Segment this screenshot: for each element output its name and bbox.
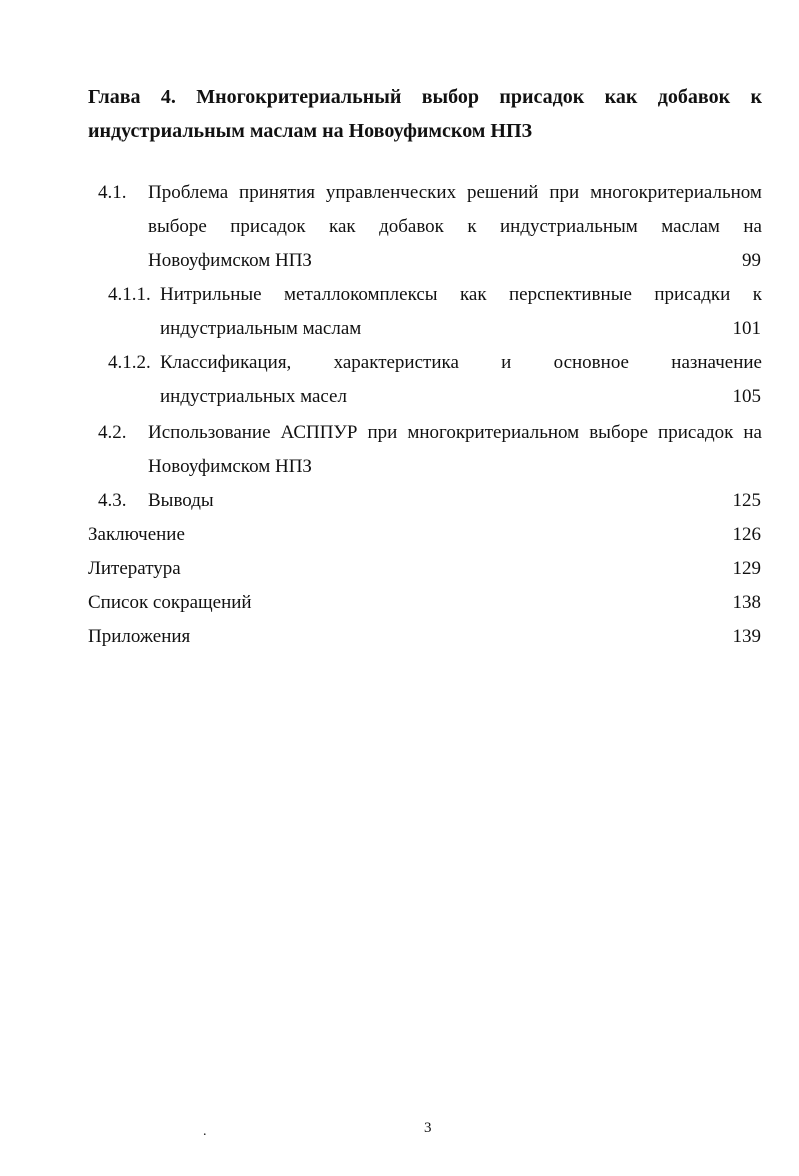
- toc-literature-page: 129: [732, 558, 761, 579]
- toc-4-1-line-2: выборе присадок как добавок к индустриальным маслам на: [148, 216, 762, 237]
- toc-4-1-2-line-1: Классификация, характеристика и основное назначение: [160, 352, 762, 373]
- toc-conclusion-page: 126: [732, 524, 761, 545]
- toc-number-4-2: 4.2.: [98, 422, 127, 443]
- toc-4-1-2-line-2: индустриальных масел: [160, 386, 347, 407]
- toc-number-4-1-1: 4.1.1.: [108, 284, 151, 305]
- toc-appendices-label: Приложения: [88, 626, 191, 647]
- toc-4-1-1-page: 101: [732, 318, 761, 339]
- toc-conclusion-label: Заключение: [88, 524, 185, 545]
- toc-number-4-1: 4.1.: [98, 182, 127, 203]
- toc-4-1-1-line-2: индустриальным маслам: [160, 318, 362, 339]
- toc-4-2-line-2: Новоуфимском НПЗ: [148, 456, 312, 477]
- toc-4-1-1-line-1: Нитрильные металлокомплексы как перспективные присадки к: [160, 284, 762, 305]
- toc-literature-label: Литература: [88, 558, 181, 579]
- toc-4-1-line-1: Проблема принятия управленческих решений при многокритериальном: [148, 182, 762, 203]
- toc-abbreviations-label: Список сокращений: [88, 592, 252, 613]
- toc-appendices-page: 139: [732, 626, 761, 647]
- page-number: 3: [424, 1120, 432, 1136]
- toc-4-1-2-page: 105: [732, 386, 761, 407]
- chapter-title: [88, 80, 762, 148]
- toc-4-2-line-1: Использование АСППУР при многокритериальном выборе присадок на: [148, 422, 762, 443]
- toc-abbreviations-page: 138: [732, 592, 761, 613]
- toc-4-1-line-3: Новоуфимском НПЗ: [148, 250, 312, 271]
- chapter-title-line-2: индустриальным маслам на Новоуфимском НПЗ: [88, 120, 533, 142]
- footer-mark: .: [203, 1124, 207, 1139]
- toc-4-3-label: Выводы: [148, 490, 214, 511]
- chapter-title-line-1: Глава 4. Многокритериальный выбор присадок как добавок к: [88, 86, 762, 108]
- toc-number-4-1-2: 4.1.2.: [108, 352, 151, 373]
- toc-number-4-3: 4.3.: [98, 490, 127, 511]
- toc-4-1-page: 99: [742, 250, 761, 271]
- toc-4-3-page: 125: [732, 490, 761, 511]
